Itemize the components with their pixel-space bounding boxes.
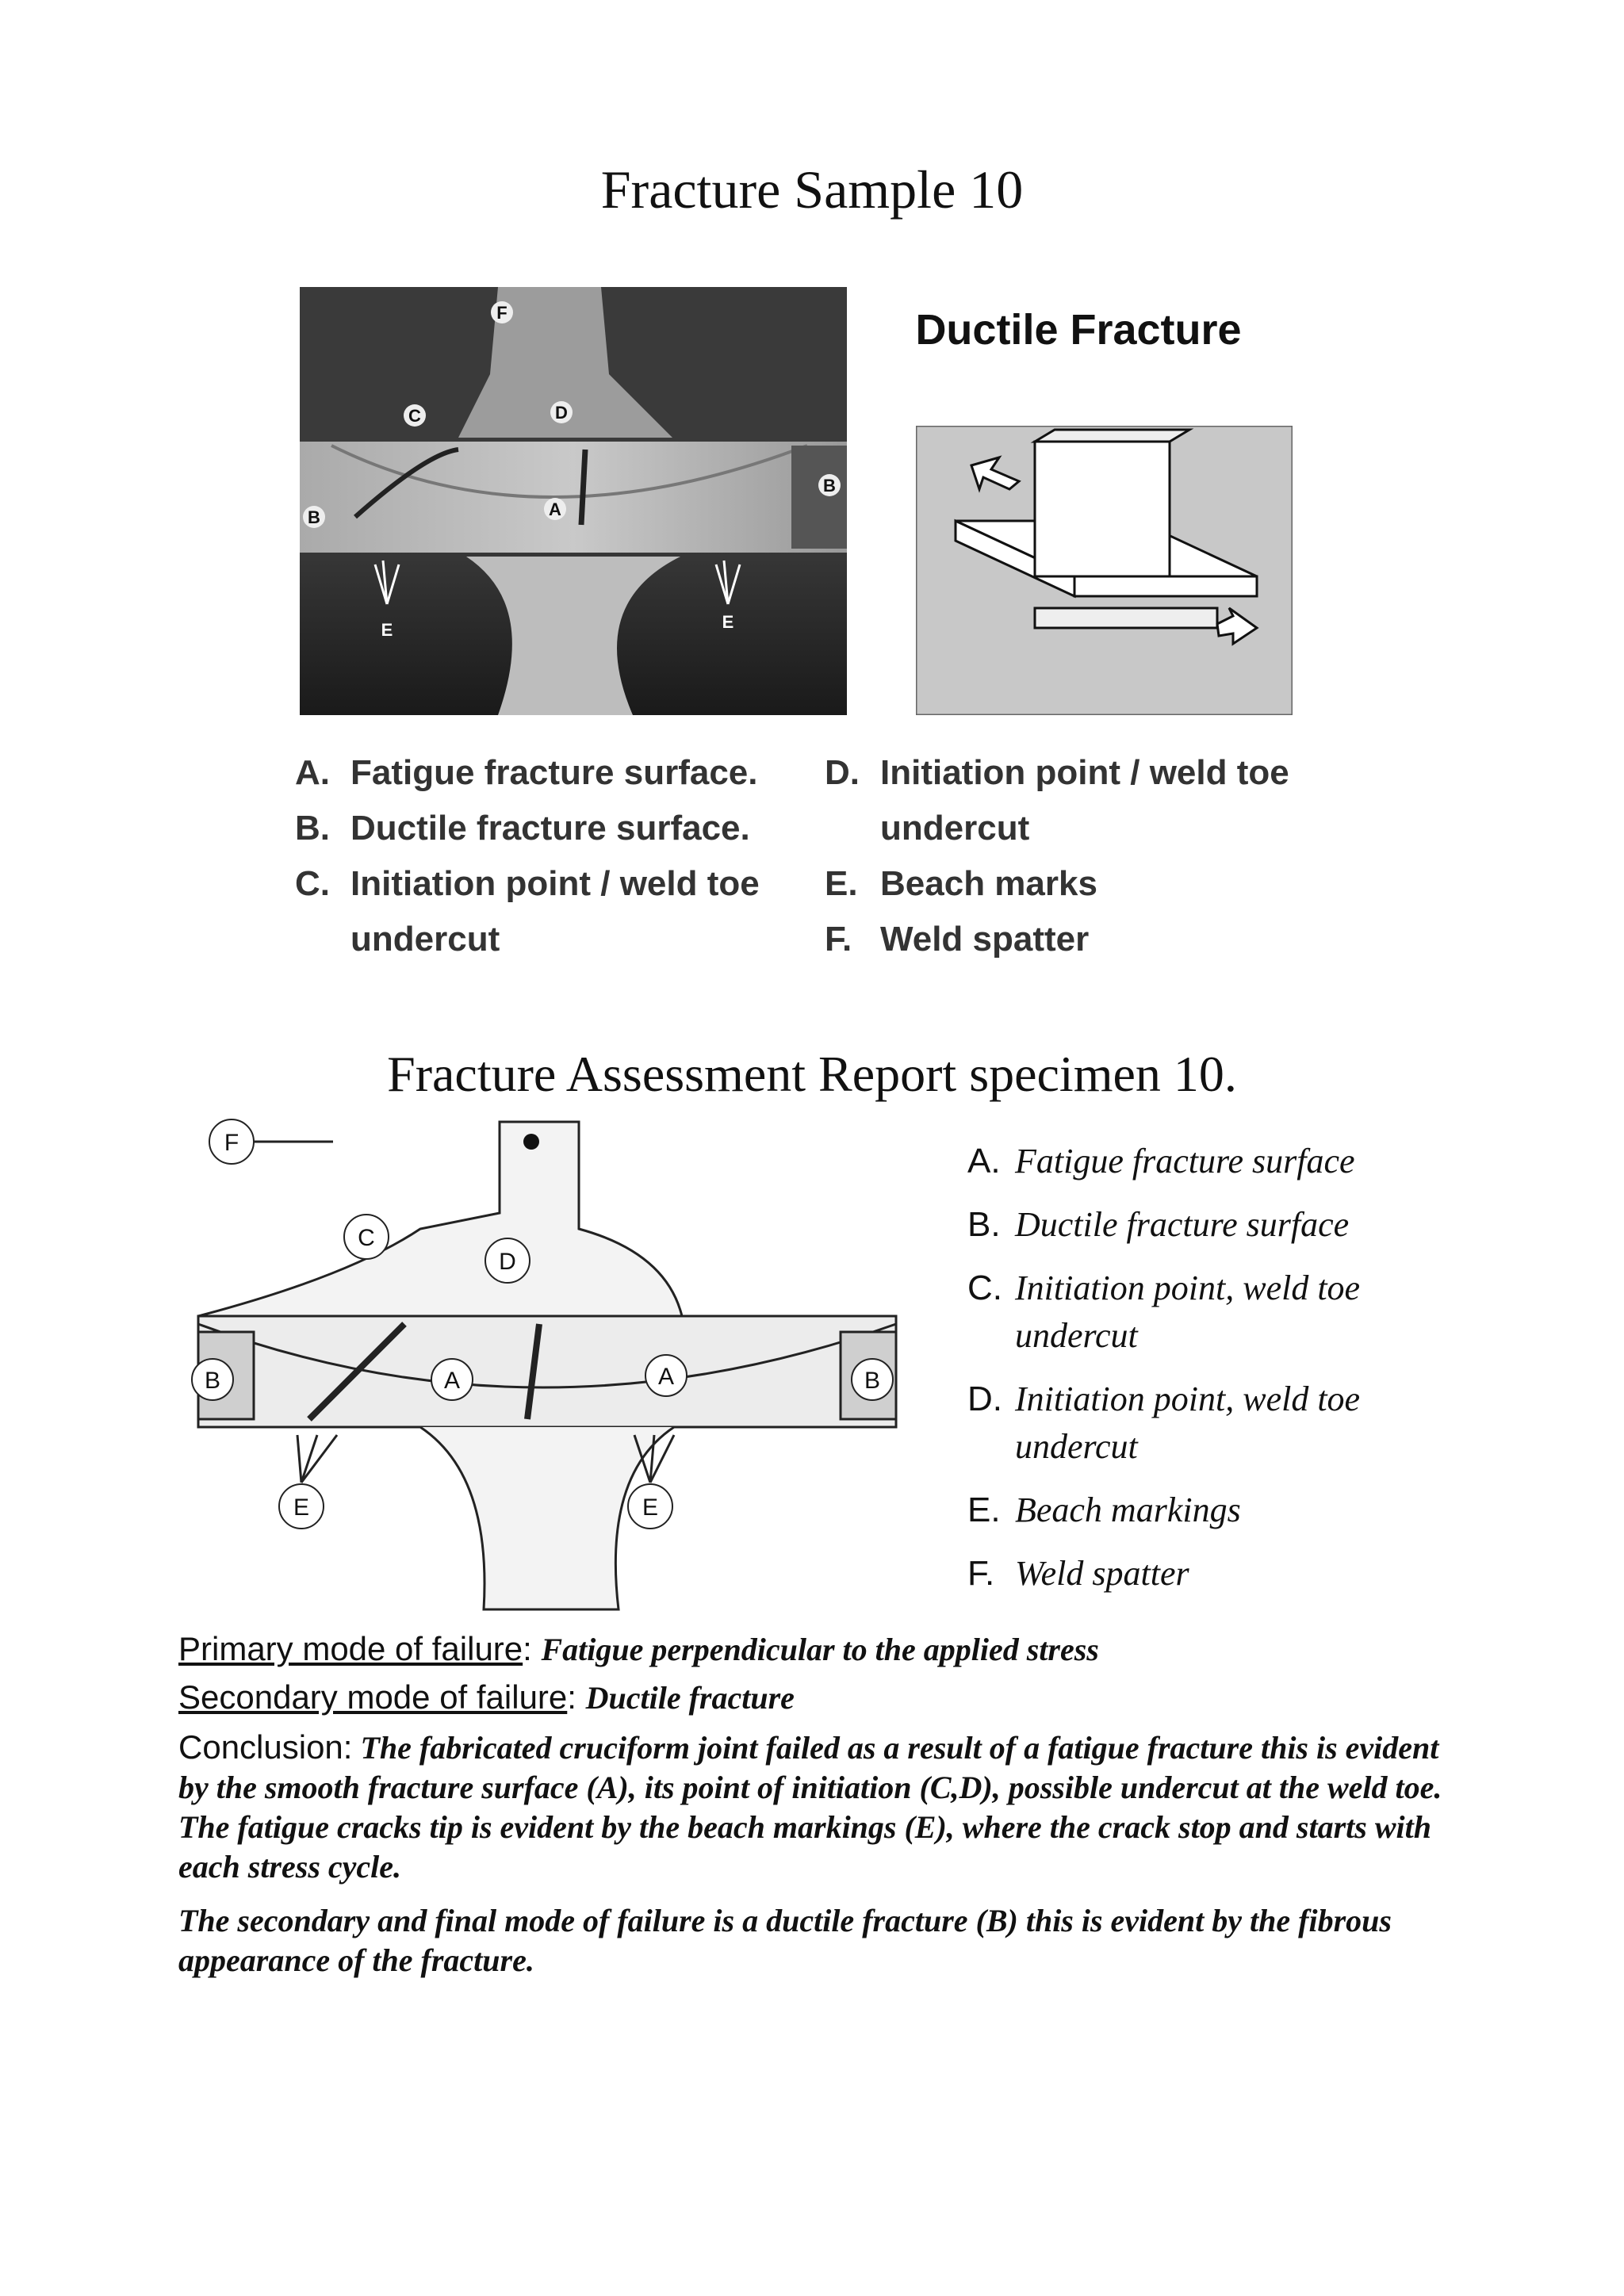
sketch-label-b-left: B — [204, 1368, 221, 1394]
sketch-label-e-left: E — [293, 1494, 310, 1521]
legend-item-c-cont: undercut — [350, 920, 500, 959]
primary-mode: Primary mode of failure: Fatigue perpendicular to the applied stress — [178, 1630, 1099, 1667]
report-legend-a: A. Fatigue fracture surface — [967, 1142, 1355, 1181]
photo-label-c: C — [408, 406, 421, 426]
legend-item-f: F. Weld spatter — [825, 920, 1090, 959]
primary-mode-text: Fatigue perpendicular to the applied stress — [541, 1632, 1099, 1667]
report-legend-c: C. Initiation point, weld toe — [967, 1269, 1361, 1307]
secondary-mode-label: Secondary mode of failure — [178, 1678, 568, 1716]
sketch-label-a-left: A — [443, 1368, 461, 1394]
report-legend-c-cont: undercut — [1015, 1316, 1138, 1355]
report-legend-d-cont: undercut — [1015, 1427, 1138, 1466]
fracture-sketch — [190, 1118, 904, 1625]
sketch-label-e-right: E — [642, 1494, 659, 1521]
conclusion-label: Conclusion: — [178, 1728, 353, 1766]
sketch-label-b-right: B — [864, 1368, 881, 1394]
legend-item-a: A. Fatigue fracture surface. — [295, 753, 758, 792]
photo-label-a: A — [549, 499, 561, 519]
secondary-mode: Secondary mode of failure: Ductile fracture — [178, 1678, 795, 1716]
report-legend-e: E. Beach markings — [967, 1490, 1241, 1529]
fracture-photo — [300, 287, 847, 715]
sample-legend-left — [295, 745, 850, 967]
sketch-label-c: C — [358, 1225, 375, 1251]
report-legend-d: D. Initiation point, weld toe — [967, 1380, 1361, 1418]
fracture-type-heading: Ductile Fracture — [915, 306, 1242, 354]
sample-title: Fracture Sample 10 — [600, 159, 1024, 220]
report-title: Fracture Assessment Report specimen 10. — [387, 1046, 1237, 1102]
secondary-mode-text: Ductile fracture — [585, 1680, 795, 1716]
sketch-label-a-right: A — [657, 1364, 675, 1390]
report-legend-f: F. Weld spatter — [967, 1554, 1189, 1593]
report-body — [178, 1629, 1463, 1980]
photo-label-f: F — [496, 303, 508, 323]
report-legend-b: B. Ductile fracture surface — [967, 1205, 1350, 1244]
photo-label-e-left: E — [381, 620, 393, 640]
sketch-label-d: D — [499, 1249, 516, 1275]
primary-mode-label: Primary mode of failure — [178, 1630, 523, 1667]
photo-label-b-left: B — [308, 507, 320, 527]
legend-item-e: E. Beach marks — [825, 864, 1097, 903]
legend-item-c: C. Initiation point / weld toe — [295, 864, 760, 903]
photo-label-e-right: E — [722, 612, 734, 632]
photo-label-d: D — [555, 403, 568, 423]
final-mode-text: The secondary and final mode of failure is a ductile fracture (B) this is evident by the fibrous appearance of the fracture. — [178, 1903, 1392, 1978]
legend-item-d: D. Initiation point / weld toe — [825, 753, 1289, 792]
photo-label-b-right: B — [823, 476, 836, 496]
conclusion — [178, 1728, 1463, 1887]
sample-legend-right — [825, 745, 1380, 967]
sketch-label-f: F — [224, 1130, 239, 1156]
report-legend — [967, 1138, 1475, 1598]
conclusion-text: The fabricated cruciform joint failed as a result of a fatigue fracture this is evident by the smooth fracture surface (A), its point of initiation (C,D), possible undercut at the weld toe. The fatigue cracks tip is evident by the beach markings (E), where the crack stop and starts with each stress cycle. — [178, 1730, 1442, 1885]
ductile-schematic — [916, 426, 1293, 715]
legend-item-d-cont: undercut — [880, 809, 1030, 848]
legend-item-b: B. Ductile fracture surface. — [295, 809, 750, 848]
